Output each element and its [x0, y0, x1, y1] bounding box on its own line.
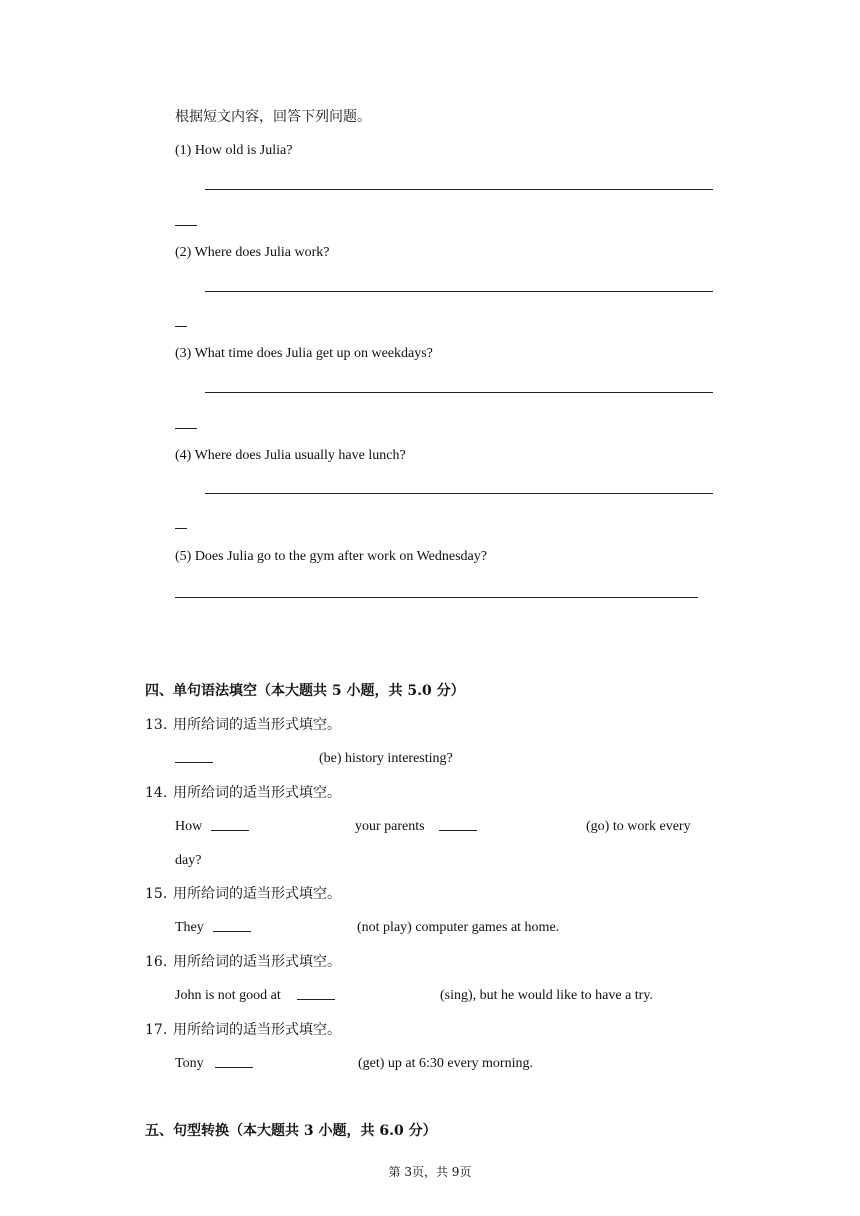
- question-13-instruction: 13. 用所给词的适当形式填空。: [145, 717, 341, 733]
- blank-13[interactable]: [175, 750, 213, 763]
- blank-16[interactable]: [297, 987, 335, 1000]
- blank-14b[interactable]: [439, 818, 477, 831]
- answer-line-3[interactable]: [205, 392, 713, 393]
- answer-line-2[interactable]: [205, 291, 713, 292]
- reading-question-3: (3) What time does Julia get up on weekdays?: [175, 346, 433, 361]
- page-footer: 第 3页，共 9页: [388, 1165, 472, 1179]
- section-4-title: 四、单句语法填空（本大题共 5 小题，共 5.0 分）: [145, 683, 465, 699]
- reading-question-4: (4) Where does Julia usually have lunch?: [175, 448, 406, 463]
- question-14-sentence-cont: day?: [175, 853, 202, 868]
- blank-17[interactable]: [215, 1055, 253, 1068]
- answer-line-1-cont: [175, 225, 197, 226]
- question-15-instruction: 15. 用所给词的适当形式填空。: [145, 886, 341, 902]
- reading-question-5: (5) Does Julia go to the gym after work on Wednesday?: [175, 549, 487, 564]
- answer-line-1[interactable]: [205, 189, 713, 190]
- question-13-sentence: (be) history interesting?: [175, 750, 715, 768]
- answer-line-5[interactable]: [175, 597, 698, 598]
- question-17-instruction: 17. 用所给词的适当形式填空。: [145, 1022, 341, 1038]
- question-14-instruction: 14. 用所给词的适当形式填空。: [145, 785, 341, 801]
- question-16-sentence: John is not good at (sing), but he would like to have a try.: [175, 988, 653, 1003]
- reading-question-1: (1) How old is Julia?: [175, 143, 293, 158]
- question-17-sentence: Tony (get) up at 6:30 every morning.: [175, 1056, 533, 1071]
- reading-intro: 根据短文内容，回答下列问题。: [175, 109, 371, 125]
- reading-question-2: (2) Where does Julia work?: [175, 245, 330, 260]
- blank-15[interactable]: [213, 919, 251, 932]
- section-5-title: 五、句型转换（本大题共 3 小题，共 6.0 分）: [145, 1123, 437, 1139]
- question-16-instruction: 16. 用所给词的适当形式填空。: [145, 954, 341, 970]
- question-14-sentence: How your parents (go) to work every: [175, 819, 691, 834]
- blank-14a[interactable]: [211, 818, 249, 831]
- question-15-sentence: They (not play) computer games at home.: [175, 920, 560, 935]
- answer-line-4[interactable]: [205, 493, 713, 494]
- answer-line-3-cont: [175, 428, 197, 429]
- answer-line-2-cont: [175, 326, 187, 327]
- answer-line-4-cont: [175, 528, 187, 529]
